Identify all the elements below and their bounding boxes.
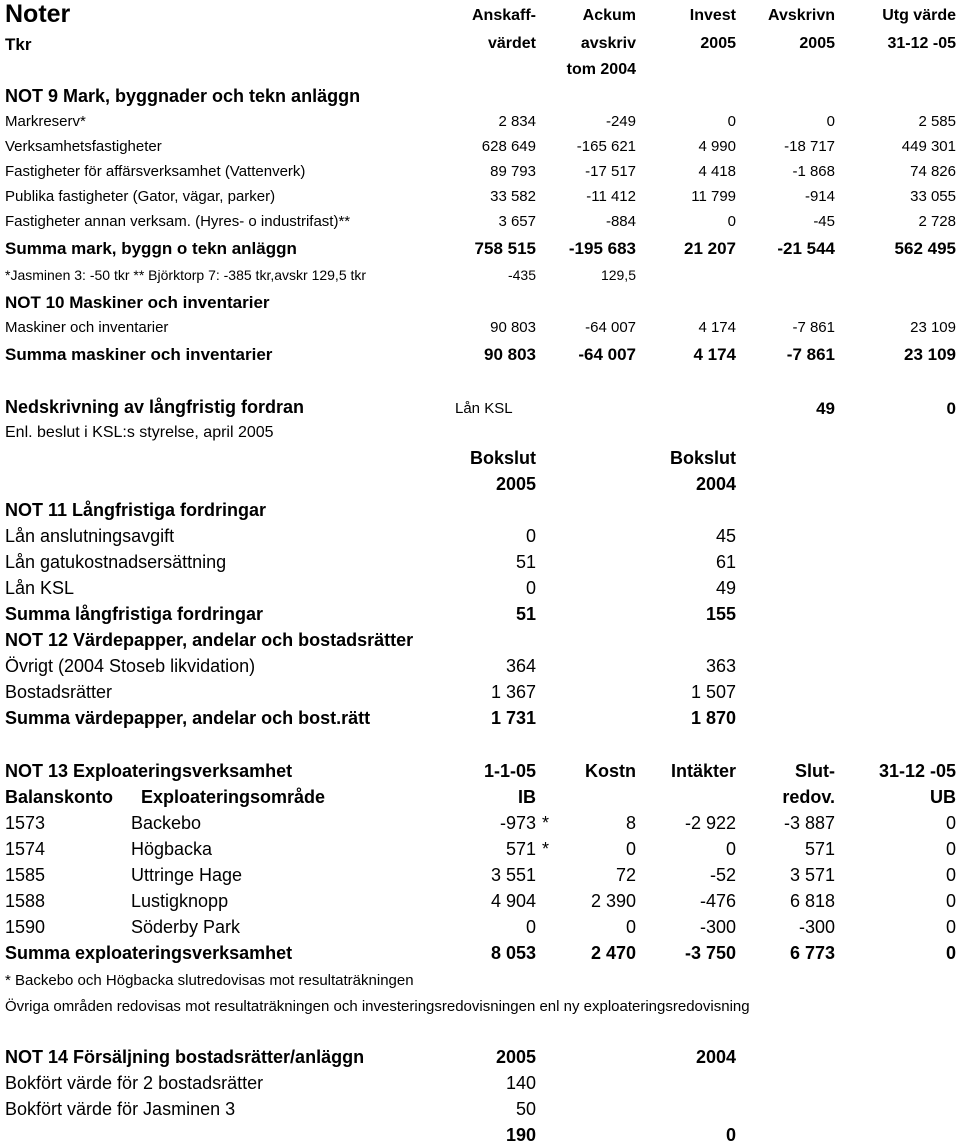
sum-label: Summa exploateringsverksamhet bbox=[5, 943, 293, 963]
cell: 51 bbox=[515, 604, 536, 624]
cell: 3 657 bbox=[498, 213, 536, 230]
col-head-ib: IB bbox=[518, 787, 536, 807]
col-head-avskrivn-2: 2005 bbox=[799, 35, 835, 52]
sum-label: Summa mark, byggn o tekn anläggn bbox=[5, 239, 297, 258]
col-head-year: 2005 bbox=[495, 474, 536, 494]
cell: 6 773 bbox=[789, 943, 835, 963]
cell: 6 818 bbox=[789, 891, 835, 911]
cell: 0 bbox=[945, 943, 956, 963]
cell: 0 bbox=[525, 917, 536, 937]
row-label: Lån gatukostnadsersättning bbox=[5, 552, 227, 572]
col-head-invest-2: 2005 bbox=[700, 35, 736, 52]
cell: 0 bbox=[725, 839, 736, 859]
nedskrivning-note: Enl. beslut i KSL:s styrelse, april 2005 bbox=[5, 424, 274, 441]
cell: 49 bbox=[715, 578, 736, 598]
col-head-utg-2: 31-12 -05 bbox=[887, 35, 956, 52]
cell: 1 870 bbox=[690, 708, 736, 728]
cell: 2 390 bbox=[590, 891, 636, 911]
col-head-redov: redov. bbox=[782, 787, 835, 807]
cell: 0 bbox=[625, 917, 636, 937]
col-head-ib-date: 1-1-05 bbox=[483, 761, 536, 781]
cell: -249 bbox=[605, 113, 636, 130]
cell: -52 bbox=[709, 865, 736, 885]
col-head-bokslut: Bokslut bbox=[469, 448, 536, 468]
cell: 33 582 bbox=[490, 188, 536, 205]
cell: 4 418 bbox=[698, 163, 736, 180]
cell: 21 207 bbox=[684, 239, 736, 258]
cell: -973 bbox=[499, 813, 536, 833]
cell: 90 803 bbox=[484, 345, 536, 364]
row-label: Verksamhetsfastigheter bbox=[5, 138, 162, 155]
nedskrivning-title: Nedskrivning av långfristig fordran bbox=[5, 397, 305, 417]
cell: 363 bbox=[705, 656, 736, 676]
cell: 0 bbox=[525, 526, 536, 546]
cell: 4 990 bbox=[698, 138, 736, 155]
cell: 90 803 bbox=[490, 319, 536, 336]
nedskrivning-value: 0 bbox=[946, 399, 956, 418]
col-head-bokslut: Bokslut bbox=[669, 448, 736, 468]
footnote-mark: * bbox=[542, 813, 550, 833]
row-label: Bostadsrätter bbox=[5, 682, 113, 702]
cell: 0 bbox=[945, 891, 956, 911]
cell: 140 bbox=[505, 1073, 536, 1093]
not13-note: * Backebo och Högbacka slutredovisas mot resultaträkningen bbox=[5, 972, 414, 989]
sum-label: Summa maskiner och inventarier bbox=[5, 345, 273, 364]
not11-title: NOT 11 Långfristiga fordringar bbox=[5, 500, 267, 520]
not13-note: Övriga områden redovisas mot resultaträkningen och investeringsredovisningen enl ny exploateringsredovisning bbox=[5, 998, 750, 1015]
konto-cell: 1590 bbox=[5, 917, 46, 937]
not14-title: NOT 14 Försäljning bostadsrätter/anläggn bbox=[5, 1047, 365, 1067]
cell: -64 007 bbox=[585, 319, 636, 336]
cell: 4 174 bbox=[693, 345, 736, 364]
row-label: Lån anslutningsavgift bbox=[5, 526, 175, 546]
area-name: Högbacka bbox=[131, 839, 213, 859]
cell: 2 585 bbox=[918, 113, 956, 130]
row-label: Bokfört värde för 2 bostadsrätter bbox=[5, 1073, 264, 1093]
cell: 51 bbox=[515, 552, 536, 572]
row-label: Övrigt (2004 Stoseb likvidation) bbox=[5, 656, 256, 676]
cell: -11 412 bbox=[586, 188, 636, 205]
cell: 0 bbox=[945, 917, 956, 937]
nedskrivning-label: Lån KSL bbox=[455, 400, 513, 417]
cell: -3 750 bbox=[684, 943, 736, 963]
cell: 2 728 bbox=[918, 213, 956, 230]
cell: 50 bbox=[515, 1099, 536, 1119]
area-name: Söderby Park bbox=[131, 917, 241, 937]
cell: 74 826 bbox=[910, 163, 956, 180]
col-head-intakter: Intäkter bbox=[670, 761, 736, 781]
cell: 562 495 bbox=[894, 239, 956, 258]
cell: -435 bbox=[507, 267, 536, 283]
col-head-ackum-2: avskriv bbox=[580, 35, 636, 52]
cell: -7 861 bbox=[786, 345, 835, 364]
footnote-mark: * bbox=[542, 839, 550, 859]
col-head-ub: UB bbox=[930, 787, 956, 807]
cell: -165 621 bbox=[576, 138, 636, 155]
cell: 1 731 bbox=[490, 708, 536, 728]
cell: -914 bbox=[804, 188, 835, 205]
cell: -884 bbox=[605, 213, 636, 230]
cell: 0 bbox=[727, 213, 736, 230]
page-title: Noter bbox=[5, 0, 71, 28]
cell: 3 571 bbox=[789, 865, 835, 885]
col-head-omrade: Exploateringsområde bbox=[141, 787, 326, 807]
cell: -18 717 bbox=[784, 138, 835, 155]
col-head-slut: Slut- bbox=[795, 761, 835, 781]
not12-title: NOT 12 Värdepapper, andelar och bostadsrätter bbox=[5, 630, 414, 650]
row-label: Fastigheter för affärsverksamhet (Vattenverk) bbox=[5, 163, 306, 180]
col-head-year: 2004 bbox=[695, 1047, 736, 1067]
cell: 758 515 bbox=[474, 239, 536, 258]
area-name: Backebo bbox=[131, 813, 202, 833]
cell: 89 793 bbox=[490, 163, 536, 180]
cell: 571 bbox=[505, 839, 536, 859]
area-name: Lustigknopp bbox=[131, 891, 229, 911]
footnote-text: *Jasminen 3: -50 tkr ** Björktorp 7: -385 tkr,avskr 129,5 tkr bbox=[5, 267, 367, 283]
cell: -476 bbox=[699, 891, 736, 911]
col-head-ackum-3: tom 2004 bbox=[566, 61, 636, 78]
cell: 0 bbox=[945, 839, 956, 859]
nedskrivning-value: 49 bbox=[816, 399, 835, 418]
col-head-year: 2004 bbox=[695, 474, 736, 494]
cell: 1 507 bbox=[690, 682, 736, 702]
row-label: Markreserv* bbox=[5, 113, 86, 130]
cell: 364 bbox=[505, 656, 536, 676]
konto-cell: 1573 bbox=[5, 813, 46, 833]
cell: 1 367 bbox=[490, 682, 536, 702]
cell: -3 887 bbox=[783, 813, 835, 833]
cell: -45 bbox=[813, 213, 835, 230]
col-head-anskaff-1: Anskaff- bbox=[471, 7, 536, 24]
row-label: Bokfört värde för Jasminen 3 bbox=[5, 1099, 236, 1119]
col-head-year: 2005 bbox=[495, 1047, 536, 1067]
cell: 33 055 bbox=[910, 188, 956, 205]
cell: 449 301 bbox=[901, 138, 956, 155]
cell: -195 683 bbox=[568, 239, 636, 258]
not13-title: NOT 13 Exploateringsverksamhet bbox=[5, 761, 293, 781]
cell: -21 544 bbox=[777, 239, 835, 258]
sum-label: Summa värdepapper, andelar och bost.rätt bbox=[5, 708, 371, 728]
cell: -7 861 bbox=[792, 319, 835, 336]
col-head-balanskonto: Balanskonto bbox=[5, 787, 114, 807]
not9-title: NOT 9 Mark, byggnader och tekn anläggn bbox=[5, 86, 361, 106]
total-cell: 0 bbox=[725, 1125, 736, 1145]
cell: -300 bbox=[699, 917, 736, 937]
cell: -64 007 bbox=[578, 345, 636, 364]
cell: 628 649 bbox=[481, 138, 536, 155]
cell: -300 bbox=[798, 917, 835, 937]
cell: 11 799 bbox=[691, 188, 736, 205]
not10-title: NOT 10 Maskiner och inventarier bbox=[5, 293, 270, 312]
total-cell: 190 bbox=[505, 1125, 536, 1145]
konto-cell: 1574 bbox=[5, 839, 46, 859]
cell: 571 bbox=[804, 839, 835, 859]
cell: 4 904 bbox=[490, 891, 536, 911]
cell: 0 bbox=[945, 813, 956, 833]
cell: -17 517 bbox=[585, 163, 636, 180]
cell: 72 bbox=[615, 865, 636, 885]
cell: 0 bbox=[625, 839, 636, 859]
area-name: Uttringe Hage bbox=[131, 865, 243, 885]
col-head-avskrivn-1: Avskrivn bbox=[768, 7, 835, 24]
cell: 23 109 bbox=[910, 319, 956, 336]
cell: 23 109 bbox=[904, 345, 956, 364]
cell: 129,5 bbox=[600, 267, 636, 283]
konto-cell: 1588 bbox=[5, 891, 46, 911]
cell: 8 053 bbox=[490, 943, 536, 963]
col-head-anskaff-2: värdet bbox=[487, 35, 536, 52]
row-label: Lån KSL bbox=[5, 578, 75, 598]
cell: 2 470 bbox=[590, 943, 636, 963]
konto-cell: 1585 bbox=[5, 865, 46, 885]
cell: -1 868 bbox=[792, 163, 835, 180]
cell: 155 bbox=[705, 604, 736, 624]
sum-label: Summa långfristiga fordringar bbox=[5, 604, 264, 624]
cell: 4 174 bbox=[698, 319, 736, 336]
unit-label: Tkr bbox=[5, 35, 32, 54]
cell: -2 922 bbox=[684, 813, 736, 833]
cell: 61 bbox=[715, 552, 736, 572]
row-label: Fastigheter annan verksam. (Hyres- o industrifast)** bbox=[5, 213, 351, 230]
col-head-ackum-1: Ackum bbox=[582, 7, 636, 24]
col-head-ub-date: 31-12 -05 bbox=[878, 761, 956, 781]
col-head-utg-1: Utg värde bbox=[882, 7, 956, 24]
cell: 0 bbox=[945, 865, 956, 885]
row-label: Maskiner och inventarier bbox=[5, 319, 169, 336]
cell: 0 bbox=[525, 578, 536, 598]
cell: 0 bbox=[826, 113, 835, 130]
col-head-invest-1: Invest bbox=[689, 7, 736, 24]
col-head-kostn: Kostn bbox=[585, 761, 636, 781]
row-label: Publika fastigheter (Gator, vägar, parker) bbox=[5, 188, 276, 205]
cell: 3 551 bbox=[490, 865, 536, 885]
cell: 8 bbox=[625, 813, 636, 833]
cell: 0 bbox=[727, 113, 736, 130]
cell: 45 bbox=[715, 526, 736, 546]
cell: 2 834 bbox=[498, 113, 536, 130]
